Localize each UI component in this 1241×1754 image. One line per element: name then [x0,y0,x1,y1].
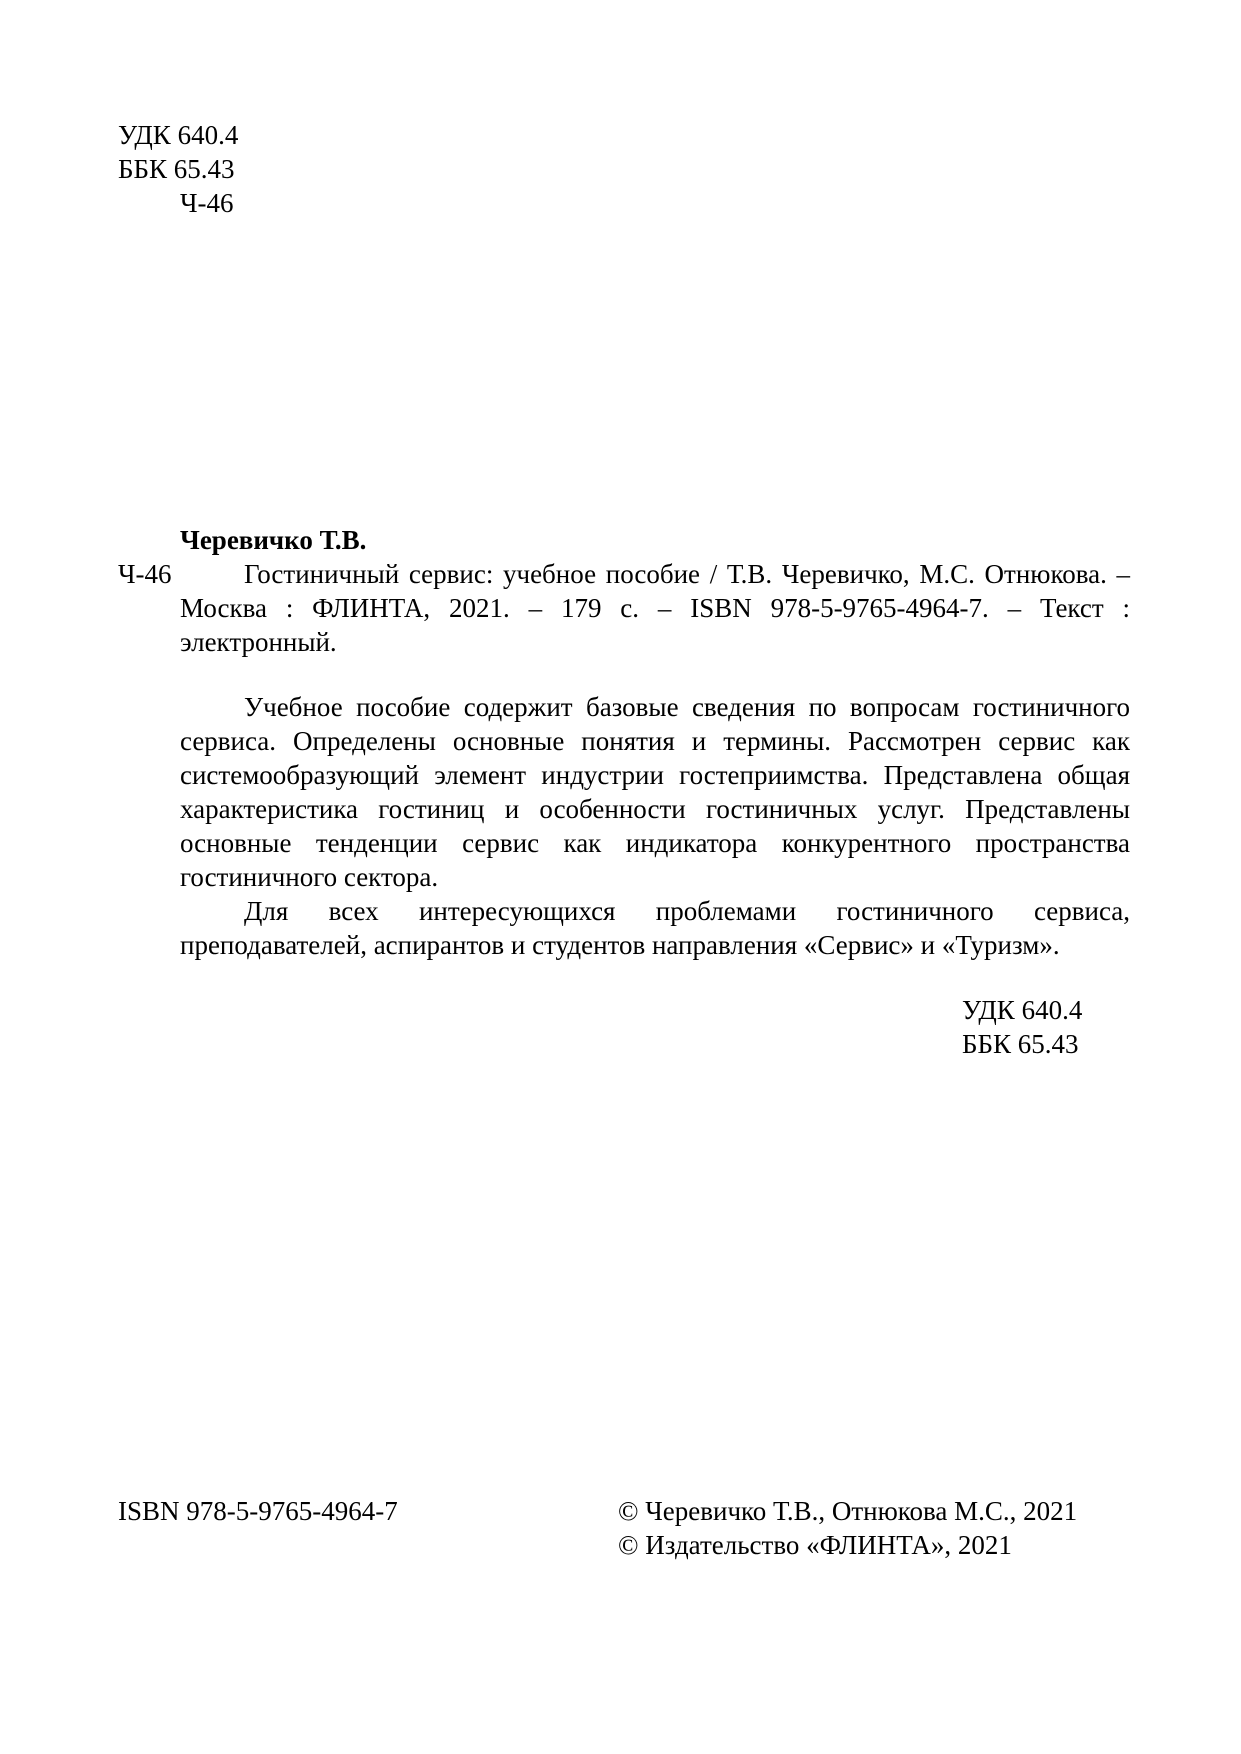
bibliographic-author-sign: Ч-46 [118,559,172,589]
author-heading: Черевичко Т.В. [180,525,367,555]
classification-block-bottom [962,993,1082,1061]
annotation-paragraph: Учебное пособие содержит базовые сведения по вопросам гостиничного сервиса. Определены основные понятия и термины. Рассмотрен сервис как системообразующий элемент индустрии гостеприимства. Представлена общая характеристика гостиниц и особенности гостиничных услуг. Представлены основные тенденции сервис как индикатора конкурентного пространства гостиничного сектора. [180,692,1130,892]
udk-code-bottom: УДК 640.4 [962,995,1083,1025]
bbk-code: ББК 65.43 [118,154,235,184]
author-sign: Ч-46 [180,188,234,218]
copyright-block [618,1494,1077,1562]
classification-block-top [118,118,238,220]
copyright-publisher: © Издательство «ФЛИНТА», 2021 [618,1530,1012,1560]
bibliographic-description: Гостиничный сервис: учебное пособие / Т.В. Черевичко, М.С. Отнюкова. – Москва : ФЛИНТА, 2021. – 179 с. – ISBN 978-5-9765-4964-7. – Текст : электронный. [180,559,1130,657]
copyright-authors: © Черевичко Т.В., Отнюкова М.С., 2021 [618,1496,1078,1526]
bbk-code-bottom: ББК 65.43 [962,1029,1079,1059]
audience-paragraph: Для всех интересующихся проблемами гостиничного сервиса, преподавателей, аспирантов и студентов направления «Сервис» и «Туризм». [180,896,1130,960]
annotation [180,690,1130,962]
udk-code: УДК 640.4 [118,120,239,150]
isbn: ISBN 978-5-9765-4964-7 [118,1496,398,1526]
